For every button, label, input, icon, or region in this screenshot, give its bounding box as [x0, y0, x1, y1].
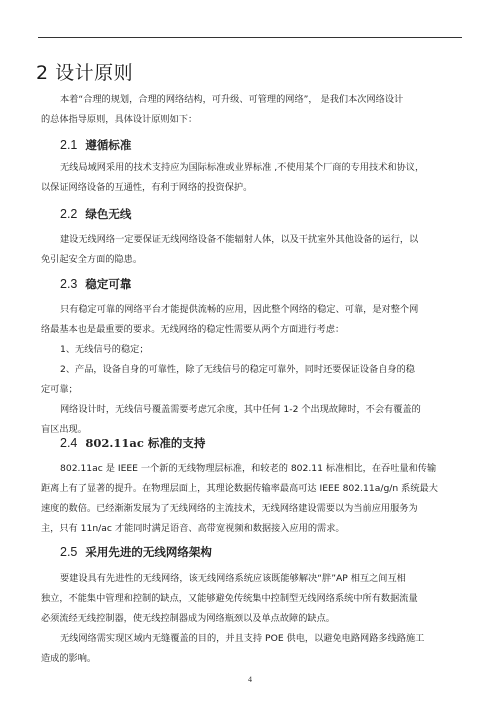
paragraph-line: 以保证网络设备的互通性，有利于网络的投资保护。 [41, 182, 253, 193]
paragraph-line: 只有稳定可靠的网络平台才能提供流畅的应用，因此整个网络的稳定、可靠，是对整个网 [60, 304, 419, 315]
section-2-4-paragraph [41, 459, 463, 539]
paragraph-line: 定可靠； [41, 384, 78, 395]
paragraph-line: 独立，不能集中管理和控制的缺点，又能够避免传统集中控制型无线网络系统中所有数据流量 [41, 593, 418, 604]
paragraph-line: 距离上有了显著的提升。在物理层面上，其理论数据传输率最高可达 IEEE 802.11a/g/n 系统最大 [41, 483, 438, 494]
paragraph-line: 速度的数倍。已经渐渐发展为了无线网络的主流技术，无线网络建设需要以为当前应用服务为 [41, 503, 418, 514]
section-heading-2-3 [60, 276, 131, 292]
section-heading-2-4 [60, 435, 205, 451]
paragraph-line: 要建设具有先进性的无线网络，该无线网络系统应该既能够解决“胖”AP 相互之间互相 [60, 573, 406, 584]
section-number: 2.5 [60, 545, 78, 559]
paragraph-line: 主，只有 11n/ac 才能同时满足语音、高带宽视频和数据接入应用的需求。 [41, 523, 345, 534]
chapter-title: 2 设计原则 [36, 62, 134, 84]
section-title: 802.11ac 标准的支持 [85, 436, 206, 450]
section-title: 绿色无线 [85, 207, 132, 221]
paragraph-line: 免引起安全方面的隐患。 [41, 254, 143, 265]
section-heading-2-2 [60, 206, 131, 222]
section-title: 遵循标准 [85, 138, 132, 152]
page-number: 4 [248, 675, 252, 684]
paragraph-line: 络最基本也是最重要的要求。无线网络的稳定性需要从两个方面进行考虑： [41, 324, 345, 335]
section-2-2-paragraph [41, 230, 463, 270]
section-number: 2.2 [60, 207, 78, 221]
section-title: 采用先进的无线网络架构 [85, 545, 212, 559]
section-2-3-paragraph [41, 300, 463, 440]
section-heading-2-1 [60, 137, 131, 153]
paragraph-line: 造成的影响。 [41, 653, 97, 664]
section-number: 2.3 [60, 277, 78, 291]
paragraph-line: 无线局域网采用的技术支持应为国际标准或业界标准 ,不使用某个厂商的专用技术和协议， [60, 162, 425, 173]
section-heading-2-5 [60, 544, 212, 560]
paragraph-line: 无线网络需实现区域内无缝覆盖的目的，并且支持 POE 供电，以避免电路网路多线路施工 [60, 633, 425, 644]
section-number: 2.1 [60, 138, 78, 152]
paragraph-line: 盲区出现。 [41, 424, 87, 435]
paragraph-line: 1、无线信号的稳定； [60, 344, 149, 355]
section-number: 2.4 [60, 436, 78, 450]
section-title: 稳定可靠 [85, 277, 132, 291]
section-2-1-paragraph [41, 158, 463, 198]
paragraph-line: 建设无线网络一定要保证无线网络设备不能辐射人体，以及干扰室外其他设备的运行，以 [60, 234, 419, 245]
section-2-5-paragraph [41, 569, 463, 669]
paragraph-line: 802.11ac 是 IEEE 一个新的无线物理层标准，和较老的 802.11 标准相比，在吞吐量和传输 [60, 463, 437, 474]
paragraph-line: 网络设计时，无线信号覆盖需要考虑冗余度，其中任何 1-2 个出现故障时，不会有覆盖的 [60, 404, 421, 415]
paragraph-line: 的总体指导原则，具体设计原则如下： [41, 114, 198, 125]
paragraph-line: 必须流经无线控制器，使无线控制器成为网络瓶颈以及单点故障的缺点。 [41, 613, 335, 624]
intro-paragraph [41, 90, 463, 130]
paragraph-line: 2、产品，设备自身的可靠性，除了无线信号的稳定可靠外，同时还要保证设备自身的稳 [60, 364, 415, 375]
header-rule [38, 37, 462, 38]
paragraph-line: 本着“合理的规划，合理的网络结构，可升级、可管理的网络”， 是我们本次网络设计 [60, 94, 404, 105]
